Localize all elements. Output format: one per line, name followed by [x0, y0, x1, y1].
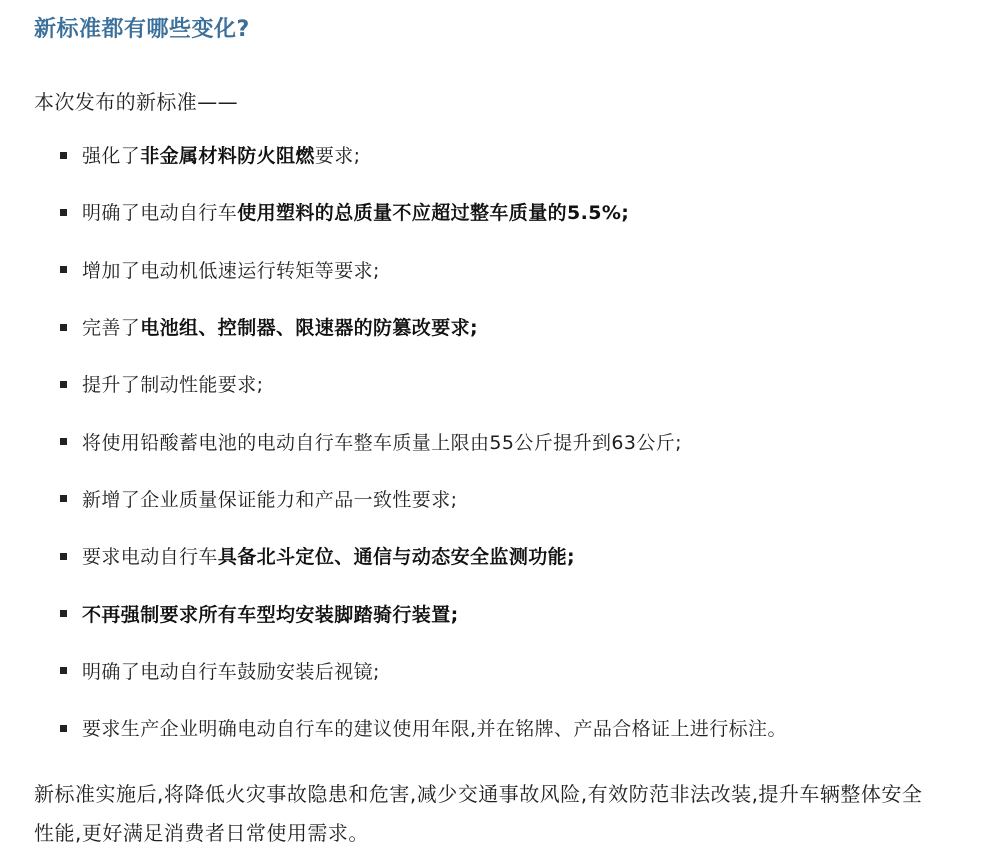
square-bullet-icon	[60, 725, 67, 732]
list-item	[0, 699, 1000, 756]
list-item-text	[82, 714, 787, 741]
square-bullet-icon	[60, 667, 67, 674]
list-item	[0, 298, 1000, 355]
list-item-text	[82, 141, 360, 168]
square-bullet-icon	[60, 610, 67, 617]
plain-text: 要求电动自行车	[82, 546, 218, 569]
plain-text: 增加了电动机低速运行转矩等要求;	[82, 259, 380, 282]
list-item-text	[82, 198, 629, 225]
list-item	[0, 527, 1000, 584]
square-bullet-icon	[60, 553, 67, 560]
section-heading: 新标准都有哪些变化?	[34, 17, 250, 42]
list-item	[0, 412, 1000, 469]
list-item-text	[82, 370, 263, 397]
list-item	[0, 470, 1000, 527]
list-item	[0, 241, 1000, 298]
list-item-text	[82, 485, 457, 512]
list-item-text	[82, 542, 575, 569]
plain-text: 明确了电动自行车鼓励安装后视镜;	[82, 660, 380, 683]
list-item	[0, 642, 1000, 699]
plain-text: 要求;	[314, 145, 361, 168]
square-bullet-icon	[60, 495, 67, 502]
plain-text: 提升了制动性能要求;	[82, 374, 264, 397]
plain-text: 完善了	[82, 317, 141, 340]
list-item-text	[82, 600, 459, 627]
square-bullet-icon	[60, 381, 67, 388]
bold-text: 不再强制要求所有车型均安装脚踏骑行装置;	[82, 603, 459, 626]
square-bullet-icon	[60, 324, 67, 331]
square-bullet-icon	[60, 438, 67, 445]
plain-text: 新增了企业质量保证能力和产品一致性要求;	[82, 488, 458, 511]
square-bullet-icon	[60, 266, 67, 273]
plain-text: 要求生产企业明确电动自行车的建议使用年限,并在铭牌、产品合格证上进行标注。	[82, 718, 787, 741]
change-list	[0, 126, 1000, 756]
list-item	[0, 126, 1000, 183]
list-item-text	[82, 313, 478, 340]
square-bullet-icon	[60, 209, 67, 216]
list-item	[0, 183, 1000, 240]
plain-text: 强化了	[82, 145, 141, 168]
bold-text: 具备北斗定位、通信与动态安全监测功能;	[217, 546, 576, 569]
list-item-text	[82, 657, 380, 684]
plain-text: 将使用铅酸蓄电池的电动自行车整车质量上限由55公斤提升到63公斤;	[82, 431, 682, 454]
square-bullet-icon	[60, 152, 67, 159]
list-item-text	[82, 256, 380, 283]
list-item	[0, 584, 1000, 641]
bold-text: 电池组、控制器、限速器的防篡改要求;	[140, 317, 479, 340]
bold-text: 使用塑料的总质量不应超过整车质量的5.5%;	[237, 202, 630, 225]
intro-text: 本次发布的新标准——	[34, 90, 238, 114]
bold-text: 非金属材料防火阻燃	[140, 145, 315, 168]
list-item-text	[82, 428, 682, 455]
list-item	[0, 355, 1000, 412]
plain-text: 明确了电动自行车	[82, 202, 238, 225]
conclusion-text: 新标准实施后,将降低火灾事故隐患和危害,减少交通事故风险,有效防范非法改装,提升车辆整体安全性能,更好满足消费者日常使用需求。	[34, 782, 923, 845]
